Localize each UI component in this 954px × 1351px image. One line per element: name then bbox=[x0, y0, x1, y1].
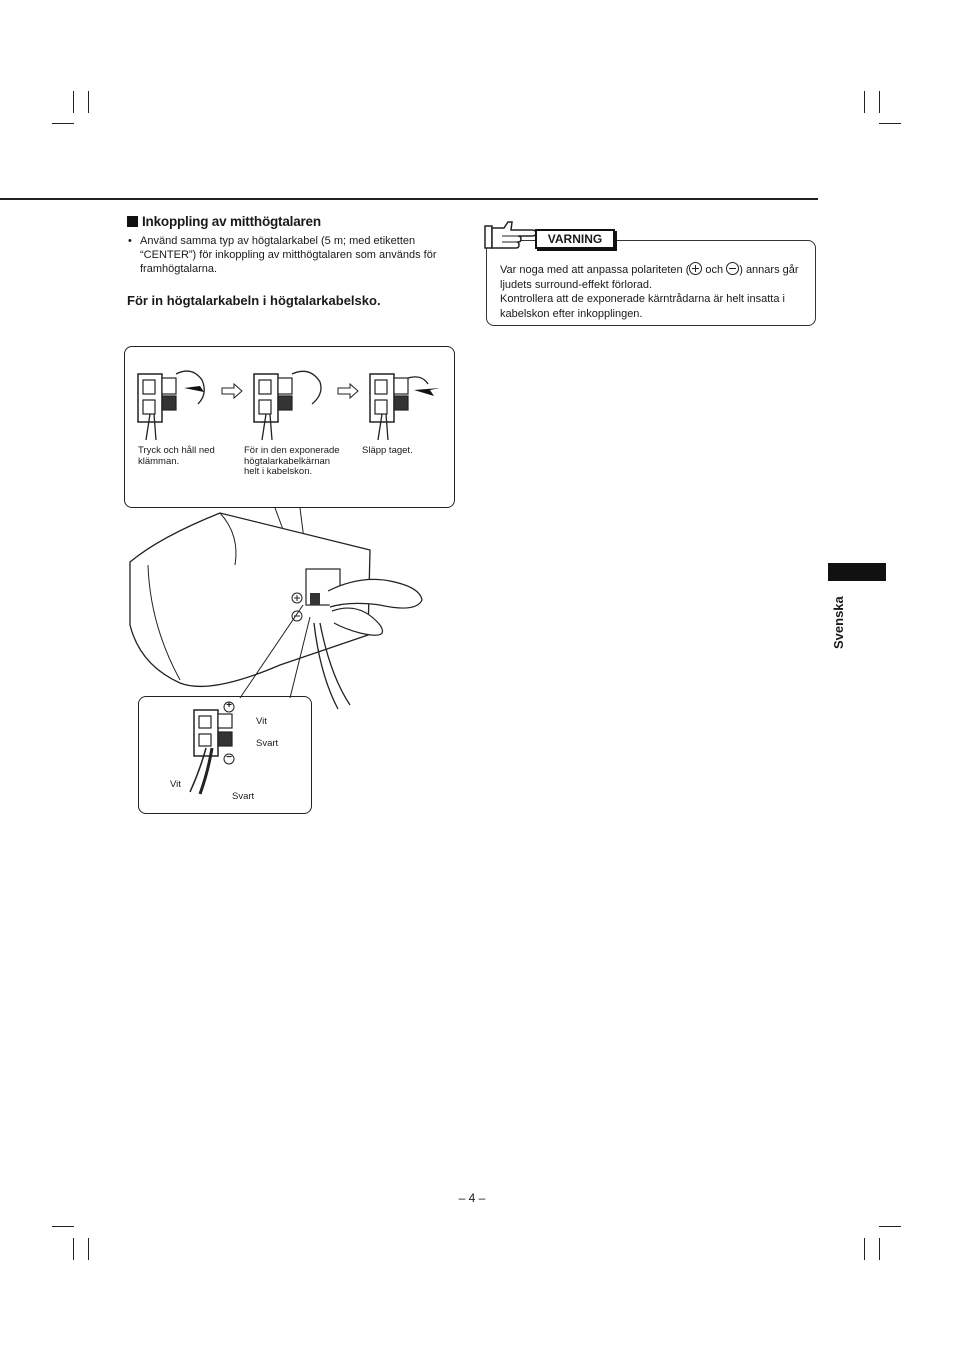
crop-mark bbox=[879, 123, 901, 124]
label-svart-top: Svart bbox=[256, 738, 279, 749]
bullet-text: Använd samma typ av högtalarkabel (5 m; med etiketten “CENTER”) för inkoppling av mitthögtalaren som används för framhögtalarna. bbox=[140, 235, 437, 275]
crop-mark bbox=[73, 91, 74, 113]
crop-mark bbox=[88, 91, 89, 113]
crop-mark bbox=[879, 91, 880, 113]
crop-mark bbox=[864, 1238, 865, 1260]
minus-symbol: − bbox=[226, 752, 232, 763]
warning-badge bbox=[535, 229, 615, 249]
warning-badge-label: VARNING bbox=[547, 232, 603, 246]
right-arrow-icon bbox=[222, 384, 242, 398]
plus-symbol: + bbox=[226, 700, 232, 711]
crop-mark bbox=[879, 1238, 880, 1260]
warning-line2: Kontrollera att de exponerade kärntrådarna är helt insatta i kabelskon efter inkopplingen. bbox=[500, 293, 785, 320]
warning-line1-before: Var noga med att anpassa polariteten ( bbox=[500, 264, 690, 276]
bullet-item bbox=[128, 234, 453, 276]
section-heading bbox=[127, 214, 321, 229]
plus-circle-icon bbox=[689, 262, 702, 275]
warning-line1-after: ) annars går ljudets surround-effekt förlorad. bbox=[500, 264, 799, 291]
instruction-heading: För in högtalarkabeln i högtalarkabelsko. bbox=[127, 293, 381, 308]
pointing-hand-icon bbox=[484, 218, 538, 254]
crop-mark bbox=[879, 1226, 901, 1227]
minus-circle-icon bbox=[726, 262, 739, 275]
label-vit-top: Vit bbox=[256, 716, 267, 727]
center-speaker-illustration bbox=[120, 505, 440, 715]
terminal-step1-illustration bbox=[138, 371, 204, 440]
crop-mark bbox=[88, 1238, 89, 1260]
section-heading-text: Inkoppling av mitthögtalaren bbox=[142, 214, 321, 229]
warning-line1-mid: och bbox=[702, 264, 727, 276]
crop-mark bbox=[52, 123, 74, 124]
square-bullet-icon bbox=[127, 216, 138, 227]
terminal-step3-illustration bbox=[370, 374, 440, 440]
crop-mark bbox=[864, 91, 865, 113]
label-svart-bottom: Svart bbox=[232, 791, 255, 802]
header-rule bbox=[0, 198, 818, 200]
label-vit-left: Vit bbox=[170, 779, 181, 790]
warning-text bbox=[500, 262, 810, 321]
language-label: Svenska bbox=[831, 596, 846, 649]
language-tab bbox=[828, 563, 886, 581]
bullet-symbol: • bbox=[128, 235, 132, 247]
steps-illustration bbox=[126, 350, 452, 440]
right-arrow-icon bbox=[338, 384, 358, 398]
page-number: – 4 – bbox=[458, 1191, 486, 1205]
step1-label: Tryck och håll ned klämman. bbox=[138, 445, 215, 467]
terminal-step2-illustration bbox=[254, 371, 321, 440]
step3-label: Släpp taget. bbox=[362, 445, 413, 456]
crop-mark bbox=[73, 1238, 74, 1260]
step2-label: För in den exponerade högtalarkabelkärnan helt i kabelskon. bbox=[244, 445, 340, 477]
crop-mark bbox=[52, 1226, 74, 1227]
